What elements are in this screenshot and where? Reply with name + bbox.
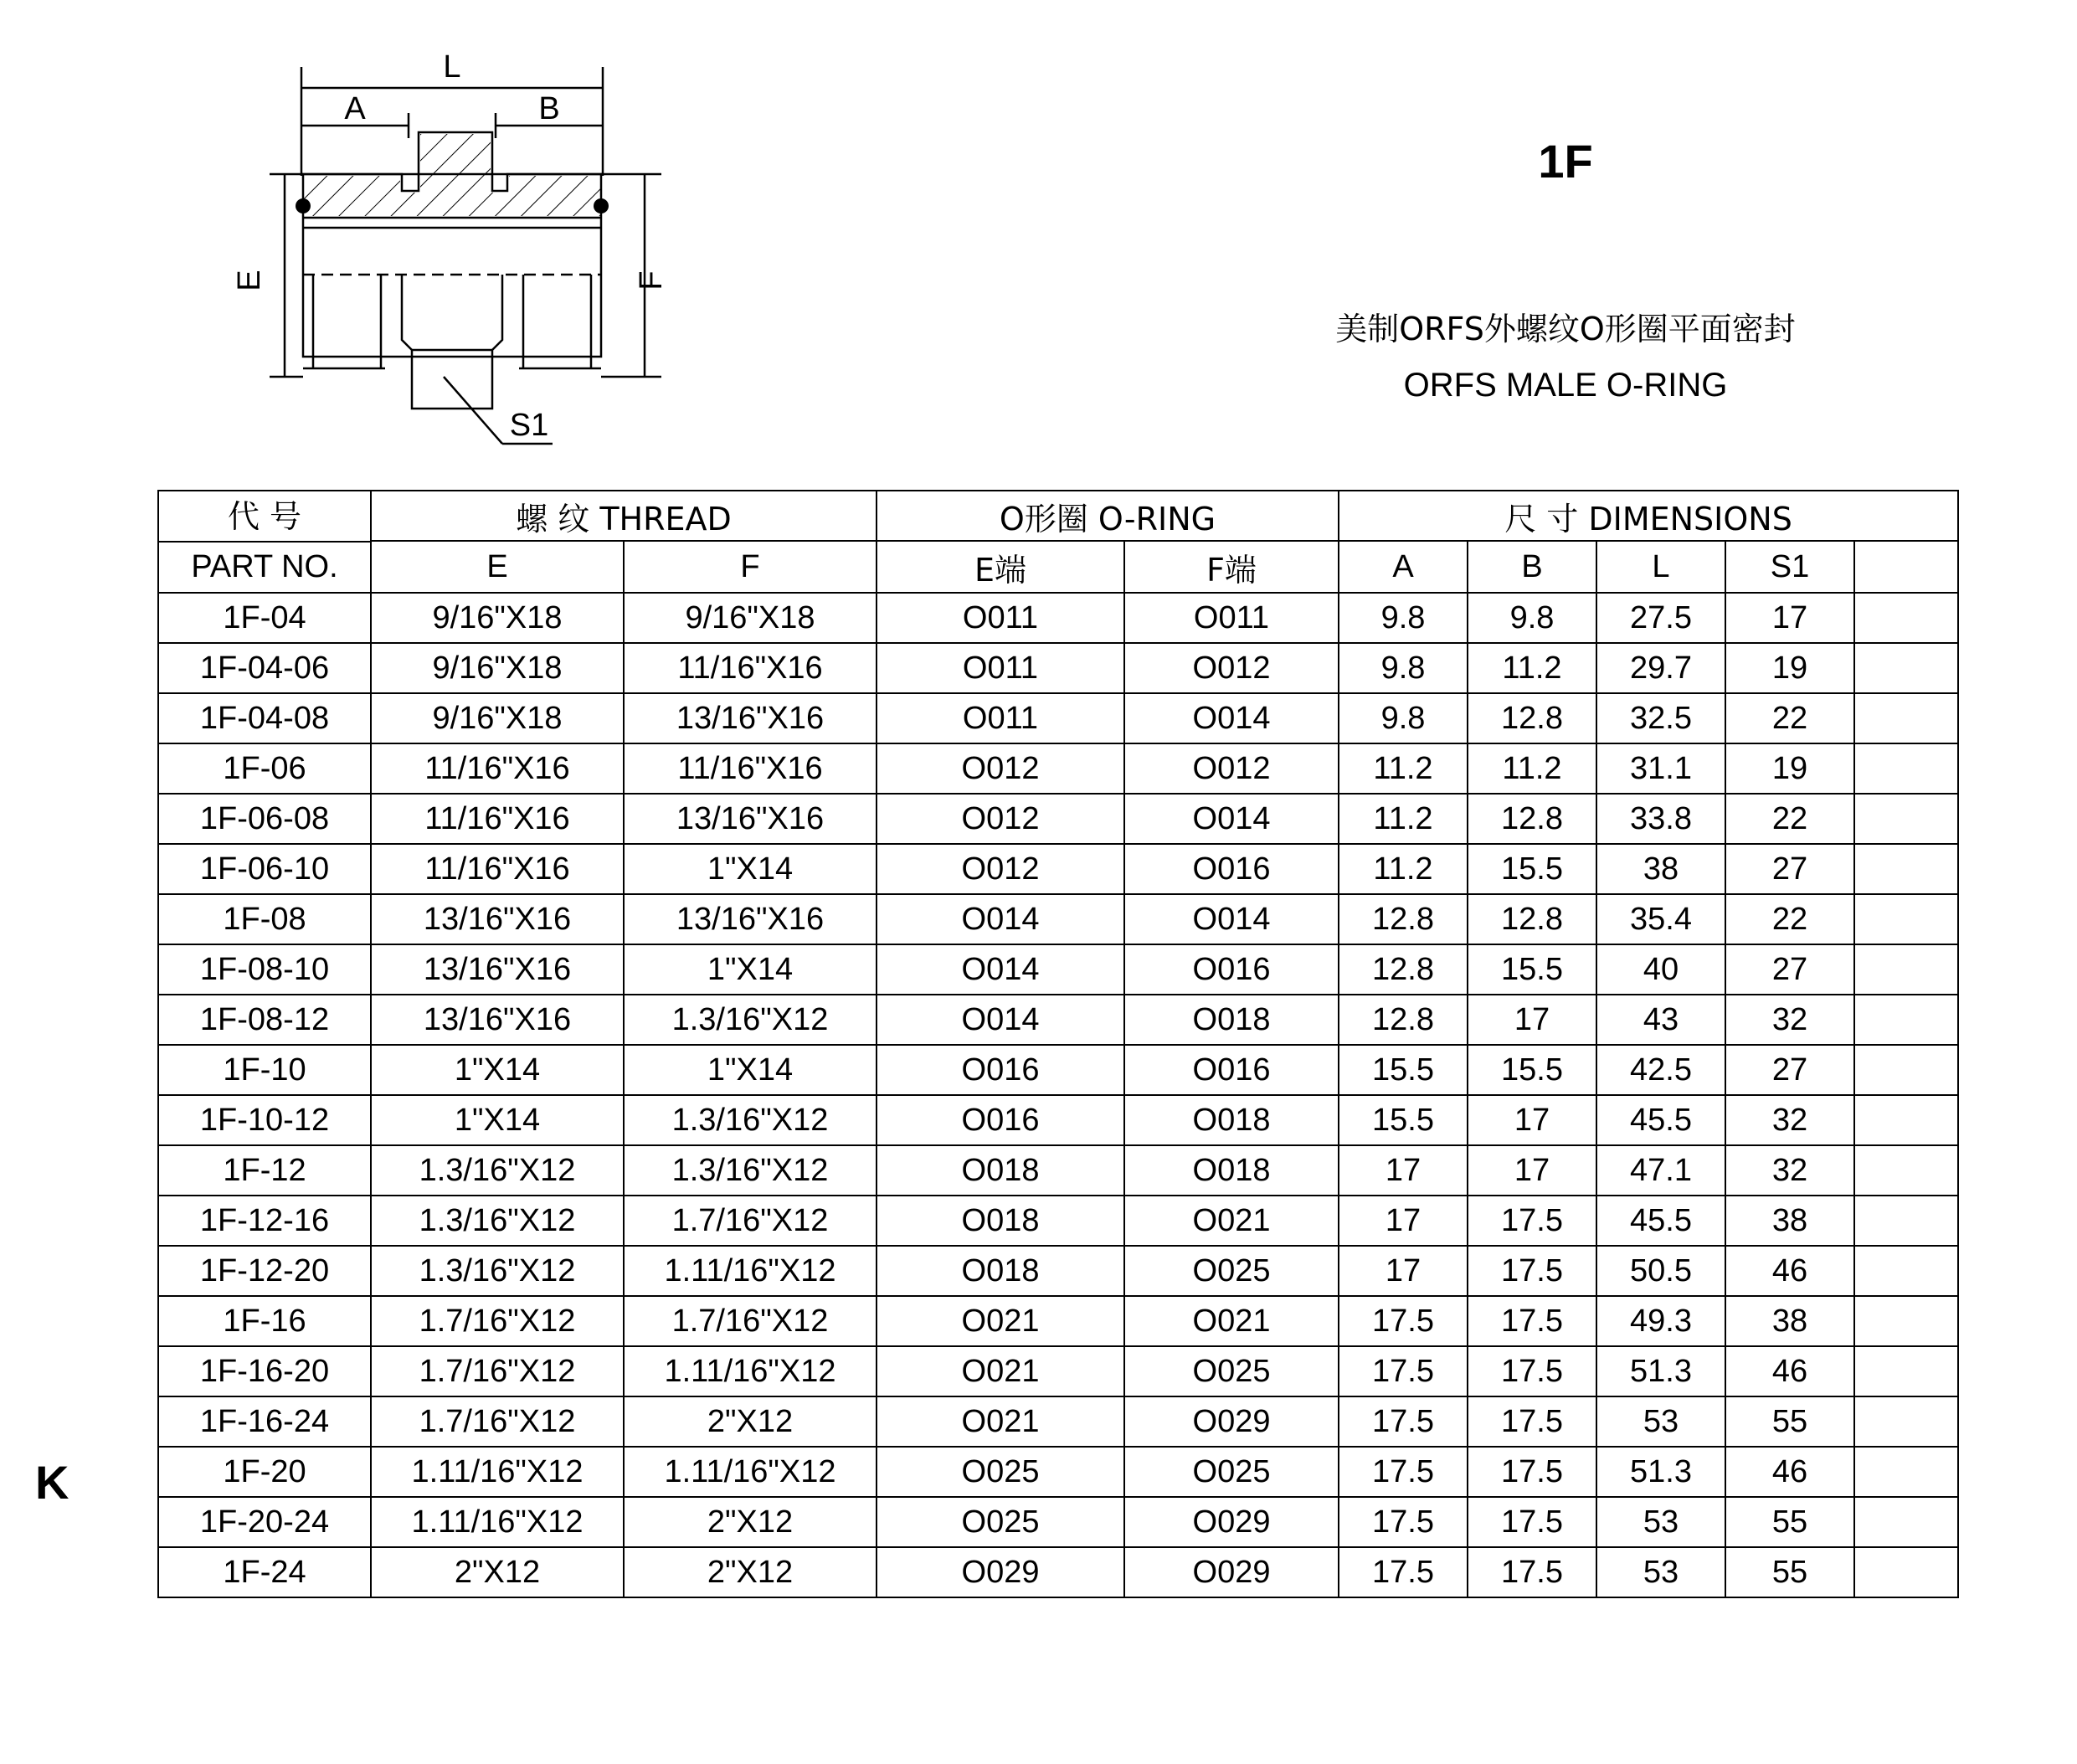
cell-dim-s1: 27	[1725, 1045, 1854, 1095]
table-row	[158, 593, 1958, 643]
cell-oring-e: O025	[877, 1497, 1124, 1547]
dim-label-L: L	[443, 49, 461, 85]
cell-thread-e: 1.3/16"X12	[371, 1196, 624, 1246]
cell-dim-s1: 22	[1725, 693, 1854, 743]
cell-dim-a: 17	[1339, 1246, 1468, 1296]
cell-dim-a: 9.8	[1339, 693, 1468, 743]
table-row	[158, 643, 1958, 693]
cell-dim-a: 12.8	[1339, 995, 1468, 1045]
cell-blank	[1854, 1497, 1958, 1547]
cell-oring-e: O018	[877, 1145, 1124, 1196]
dim-label-S1: S1	[509, 408, 549, 443]
cell-part-number: 1F-10-12	[158, 1095, 371, 1145]
col-header-oring-e: E端	[877, 541, 1124, 593]
cell-thread-f: 13/16"X16	[624, 894, 877, 944]
fitting-drawing	[226, 42, 728, 477]
cell-part-number: 1F-20-24	[158, 1497, 371, 1547]
cell-thread-e: 1"X14	[371, 1045, 624, 1095]
cell-part-number: 1F-16-24	[158, 1396, 371, 1447]
cell-oring-e: O021	[877, 1296, 1124, 1346]
cell-blank	[1854, 794, 1958, 844]
model-code: 1F	[1538, 135, 1593, 188]
cell-dim-a: 15.5	[1339, 1045, 1468, 1095]
cell-dim-b: 12.8	[1468, 693, 1596, 743]
cell-thread-e: 1"X14	[371, 1095, 624, 1145]
cell-dim-l: 47.1	[1596, 1145, 1725, 1196]
cell-dim-b: 12.8	[1468, 894, 1596, 944]
cell-oring-e: O011	[877, 693, 1124, 743]
cell-blank	[1854, 844, 1958, 894]
cell-thread-f: 2"X12	[624, 1396, 877, 1447]
cell-dim-s1: 32	[1725, 1095, 1854, 1145]
cell-dim-l: 49.3	[1596, 1296, 1725, 1346]
cell-oring-f: O025	[1124, 1447, 1339, 1497]
table-row	[158, 995, 1958, 1045]
cell-thread-f: 1.11/16"X12	[624, 1447, 877, 1497]
cell-part-number: 1F-04-08	[158, 693, 371, 743]
cell-oring-e: O021	[877, 1396, 1124, 1447]
col-header-blank	[1854, 541, 1958, 593]
cell-blank	[1854, 693, 1958, 743]
cell-thread-e: 11/16"X16	[371, 844, 624, 894]
cell-dim-s1: 55	[1725, 1396, 1854, 1447]
cell-thread-e: 2"X12	[371, 1547, 624, 1597]
cell-dim-l: 33.8	[1596, 794, 1725, 844]
table-row	[158, 1246, 1958, 1296]
cell-dim-a: 17.5	[1339, 1497, 1468, 1547]
cell-dim-a: 11.2	[1339, 844, 1468, 894]
cell-thread-e: 1.7/16"X12	[371, 1346, 624, 1396]
cell-oring-f: O018	[1124, 1095, 1339, 1145]
table-row	[158, 1196, 1958, 1246]
cell-oring-f: O012	[1124, 743, 1339, 794]
cell-oring-f: O029	[1124, 1396, 1339, 1447]
col-header-l: L	[1596, 541, 1725, 593]
spec-table	[157, 490, 1959, 1598]
cell-blank	[1854, 1045, 1958, 1095]
table-row	[158, 1447, 1958, 1497]
col-header-b: B	[1468, 541, 1596, 593]
cell-dim-s1: 46	[1725, 1346, 1854, 1396]
table-row	[158, 1145, 1958, 1196]
cell-thread-f: 1.3/16"X12	[624, 1095, 877, 1145]
cell-oring-e: O011	[877, 593, 1124, 643]
table-row	[158, 1045, 1958, 1095]
cell-oring-f: O029	[1124, 1547, 1339, 1597]
title-chinese: 美制ORFS外螺纹O形圈平面密封	[1335, 311, 1796, 347]
cell-part-number: 1F-04	[158, 593, 371, 643]
cell-dim-s1: 32	[1725, 1145, 1854, 1196]
cell-dim-a: 9.8	[1339, 593, 1468, 643]
cell-part-number: 1F-06	[158, 743, 371, 794]
cell-part-number: 1F-12-16	[158, 1196, 371, 1246]
table-row	[158, 1547, 1958, 1597]
cell-dim-a: 11.2	[1339, 794, 1468, 844]
cell-thread-e: 9/16"X18	[371, 593, 624, 643]
cell-oring-e: O018	[877, 1196, 1124, 1246]
cell-dim-b: 17.5	[1468, 1497, 1596, 1547]
page-letter: K	[35, 1456, 69, 1509]
cell-thread-f: 1.11/16"X12	[624, 1346, 877, 1396]
cell-oring-f: O025	[1124, 1246, 1339, 1296]
cell-dim-s1: 22	[1725, 794, 1854, 844]
cell-dim-s1: 55	[1725, 1547, 1854, 1597]
cell-blank	[1854, 1447, 1958, 1497]
table-row	[158, 1396, 1958, 1447]
cell-part-number: 1F-24	[158, 1547, 371, 1597]
cell-part-number: 1F-06-08	[158, 794, 371, 844]
spec-table-body	[158, 593, 1958, 1597]
cell-dim-b: 17.5	[1468, 1396, 1596, 1447]
cell-dim-l: 51.3	[1596, 1346, 1725, 1396]
cell-oring-f: O011	[1124, 593, 1339, 643]
cell-dim-s1: 19	[1725, 743, 1854, 794]
cell-dim-a: 17	[1339, 1196, 1468, 1246]
cell-oring-f: O018	[1124, 1145, 1339, 1196]
cell-oring-e: O021	[877, 1346, 1124, 1396]
cell-dim-a: 17	[1339, 1145, 1468, 1196]
part-number-header-en: PART NO.	[159, 541, 370, 591]
cell-thread-e: 1.3/16"X12	[371, 1246, 624, 1296]
cell-dim-b: 17	[1468, 1145, 1596, 1196]
cell-thread-f: 2"X12	[624, 1547, 877, 1597]
dim-label-A: A	[344, 91, 366, 126]
cell-dim-l: 42.5	[1596, 1045, 1725, 1095]
cell-dim-s1: 46	[1725, 1246, 1854, 1296]
cell-dim-a: 11.2	[1339, 743, 1468, 794]
cell-part-number: 1F-16-20	[158, 1346, 371, 1396]
cell-oring-f: O012	[1124, 643, 1339, 693]
cell-thread-e: 13/16"X16	[371, 894, 624, 944]
cell-dim-l: 45.5	[1596, 1196, 1725, 1246]
cell-blank	[1854, 1095, 1958, 1145]
cell-dim-l: 31.1	[1596, 743, 1725, 794]
cell-dim-s1: 38	[1725, 1296, 1854, 1346]
cell-dim-b: 15.5	[1468, 944, 1596, 995]
cell-blank	[1854, 1547, 1958, 1597]
cell-dim-l: 43	[1596, 995, 1725, 1045]
title-english: ORFS MALE O-RING	[1403, 367, 1728, 404]
cell-dim-b: 15.5	[1468, 844, 1596, 894]
cell-thread-e: 1.7/16"X12	[371, 1396, 624, 1447]
cell-dim-l: 50.5	[1596, 1246, 1725, 1296]
cell-dim-b: 17	[1468, 995, 1596, 1045]
cell-part-number: 1F-20	[158, 1447, 371, 1497]
cell-part-number: 1F-06-10	[158, 844, 371, 894]
cell-thread-f: 13/16"X16	[624, 693, 877, 743]
cell-thread-e: 11/16"X16	[371, 743, 624, 794]
cell-dim-b: 9.8	[1468, 593, 1596, 643]
cell-dim-a: 17.5	[1339, 1447, 1468, 1497]
cell-dim-b: 11.2	[1468, 643, 1596, 693]
cell-dim-l: 35.4	[1596, 894, 1725, 944]
cell-thread-f: 1.3/16"X12	[624, 995, 877, 1045]
cell-dim-l: 32.5	[1596, 693, 1725, 743]
col-header-a: A	[1339, 541, 1468, 593]
cell-thread-f: 1"X14	[624, 844, 877, 894]
cell-dim-l: 29.7	[1596, 643, 1725, 693]
cell-thread-f: 1"X14	[624, 944, 877, 995]
cell-oring-e: O016	[877, 1045, 1124, 1095]
cell-dim-l: 53	[1596, 1497, 1725, 1547]
cell-oring-e: O018	[877, 1246, 1124, 1296]
table-row	[158, 1497, 1958, 1547]
dim-label-B: B	[538, 91, 560, 126]
cell-oring-e: O012	[877, 844, 1124, 894]
cell-part-number: 1F-08-12	[158, 995, 371, 1045]
cell-thread-f: 1.3/16"X12	[624, 1145, 877, 1196]
cell-thread-e: 13/16"X16	[371, 944, 624, 995]
cell-oring-f: O014	[1124, 894, 1339, 944]
cell-thread-e: 1.7/16"X12	[371, 1296, 624, 1346]
cell-dim-l: 53	[1596, 1547, 1725, 1597]
cell-oring-f: O021	[1124, 1196, 1339, 1246]
cell-oring-f: O021	[1124, 1296, 1339, 1346]
cell-oring-f: O016	[1124, 1045, 1339, 1095]
part-number-header	[158, 491, 371, 593]
cell-blank	[1854, 1145, 1958, 1196]
cell-dim-s1: 32	[1725, 995, 1854, 1045]
cell-dim-a: 9.8	[1339, 643, 1468, 693]
dim-label-F: F	[634, 270, 669, 291]
col-header-s1: S1	[1725, 541, 1854, 593]
cell-dim-s1: 55	[1725, 1497, 1854, 1547]
dimensions-group-header: 尺 寸 DIMENSIONS	[1339, 491, 1958, 541]
cell-oring-e: O029	[877, 1547, 1124, 1597]
cell-dim-s1: 17	[1725, 593, 1854, 643]
cell-blank	[1854, 944, 1958, 995]
cell-part-number: 1F-12	[158, 1145, 371, 1196]
cell-thread-e: 13/16"X16	[371, 995, 624, 1045]
cell-dim-s1: 38	[1725, 1196, 1854, 1246]
cell-blank	[1854, 643, 1958, 693]
table-row	[158, 894, 1958, 944]
cell-blank	[1854, 593, 1958, 643]
cell-thread-f: 1.7/16"X12	[624, 1196, 877, 1246]
cell-oring-f: O016	[1124, 844, 1339, 894]
cell-dim-l: 45.5	[1596, 1095, 1725, 1145]
cell-thread-f: 1"X14	[624, 1045, 877, 1095]
table-row	[158, 944, 1958, 995]
cell-thread-f: 1.11/16"X12	[624, 1246, 877, 1296]
cell-dim-a: 12.8	[1339, 944, 1468, 995]
cell-part-number: 1F-08-10	[158, 944, 371, 995]
cell-thread-e: 9/16"X18	[371, 643, 624, 693]
cell-oring-e: O014	[877, 944, 1124, 995]
cell-thread-f: 9/16"X18	[624, 593, 877, 643]
cell-thread-f: 2"X12	[624, 1497, 877, 1547]
cell-dim-a: 15.5	[1339, 1095, 1468, 1145]
dim-label-E: E	[232, 270, 267, 291]
cell-dim-b: 12.8	[1468, 794, 1596, 844]
cell-oring-e: O014	[877, 894, 1124, 944]
cell-oring-e: O011	[877, 643, 1124, 693]
cell-thread-e: 1.11/16"X12	[371, 1447, 624, 1497]
cell-dim-a: 12.8	[1339, 894, 1468, 944]
cell-oring-e: O014	[877, 995, 1124, 1045]
cell-thread-f: 1.7/16"X12	[624, 1296, 877, 1346]
cell-dim-l: 51.3	[1596, 1447, 1725, 1497]
cell-oring-f: O016	[1124, 944, 1339, 995]
cell-blank	[1854, 743, 1958, 794]
cell-dim-a: 17.5	[1339, 1346, 1468, 1396]
cell-dim-l: 40	[1596, 944, 1725, 995]
cell-dim-l: 38	[1596, 844, 1725, 894]
cell-thread-e: 9/16"X18	[371, 693, 624, 743]
col-header-thread-e: E	[371, 541, 624, 593]
cell-part-number: 1F-16	[158, 1296, 371, 1346]
cell-part-number: 1F-04-06	[158, 643, 371, 693]
cell-oring-e: O012	[877, 794, 1124, 844]
cell-blank	[1854, 995, 1958, 1045]
cell-dim-l: 53	[1596, 1396, 1725, 1447]
cell-dim-b: 17.5	[1468, 1246, 1596, 1296]
cell-dim-b: 11.2	[1468, 743, 1596, 794]
cell-dim-b: 17.5	[1468, 1196, 1596, 1246]
cell-thread-f: 11/16"X16	[624, 743, 877, 794]
cell-blank	[1854, 1396, 1958, 1447]
oring-group-header: O形圈 O-RING	[877, 491, 1339, 541]
cell-dim-s1: 27	[1725, 844, 1854, 894]
col-header-thread-f: F	[624, 541, 877, 593]
cell-thread-f: 13/16"X16	[624, 794, 877, 844]
cell-dim-b: 17	[1468, 1095, 1596, 1145]
cell-blank	[1854, 1346, 1958, 1396]
cell-dim-b: 17.5	[1468, 1547, 1596, 1597]
cell-dim-b: 15.5	[1468, 1045, 1596, 1095]
cell-oring-f: O014	[1124, 794, 1339, 844]
col-header-oring-f: F端	[1124, 541, 1339, 593]
cell-oring-e: O025	[877, 1447, 1124, 1497]
table-row	[158, 1346, 1958, 1396]
cell-thread-e: 1.3/16"X12	[371, 1145, 624, 1196]
cell-thread-f: 11/16"X16	[624, 643, 877, 693]
cell-thread-e: 1.11/16"X12	[371, 1497, 624, 1547]
cell-part-number: 1F-08	[158, 894, 371, 944]
table-row	[158, 844, 1958, 894]
cell-blank	[1854, 1196, 1958, 1246]
cell-oring-f: O018	[1124, 995, 1339, 1045]
cell-dim-s1: 27	[1725, 944, 1854, 995]
cell-blank	[1854, 894, 1958, 944]
table-row	[158, 1296, 1958, 1346]
thread-group-header: 螺 纹 THREAD	[371, 491, 877, 541]
cell-oring-e: O016	[877, 1095, 1124, 1145]
cell-dim-s1: 46	[1725, 1447, 1854, 1497]
table-row	[158, 693, 1958, 743]
table-row	[158, 1095, 1958, 1145]
cell-oring-f: O014	[1124, 693, 1339, 743]
cell-oring-e: O012	[877, 743, 1124, 794]
cell-blank	[1854, 1246, 1958, 1296]
cell-dim-s1: 19	[1725, 643, 1854, 693]
table-row	[158, 794, 1958, 844]
cell-dim-a: 17.5	[1339, 1296, 1468, 1346]
cell-part-number: 1F-10	[158, 1045, 371, 1095]
cell-dim-a: 17.5	[1339, 1396, 1468, 1447]
cell-oring-f: O029	[1124, 1497, 1339, 1547]
cell-part-number: 1F-12-20	[158, 1246, 371, 1296]
cell-dim-b: 17.5	[1468, 1296, 1596, 1346]
cell-dim-b: 17.5	[1468, 1346, 1596, 1396]
cell-dim-b: 17.5	[1468, 1447, 1596, 1497]
cell-blank	[1854, 1296, 1958, 1346]
cell-dim-l: 27.5	[1596, 593, 1725, 643]
table-row	[158, 743, 1958, 794]
cell-dim-s1: 22	[1725, 894, 1854, 944]
cell-thread-e: 11/16"X16	[371, 794, 624, 844]
part-number-header-cn: 代 号	[227, 498, 302, 535]
cell-dim-a: 17.5	[1339, 1547, 1468, 1597]
cell-oring-f: O025	[1124, 1346, 1339, 1396]
